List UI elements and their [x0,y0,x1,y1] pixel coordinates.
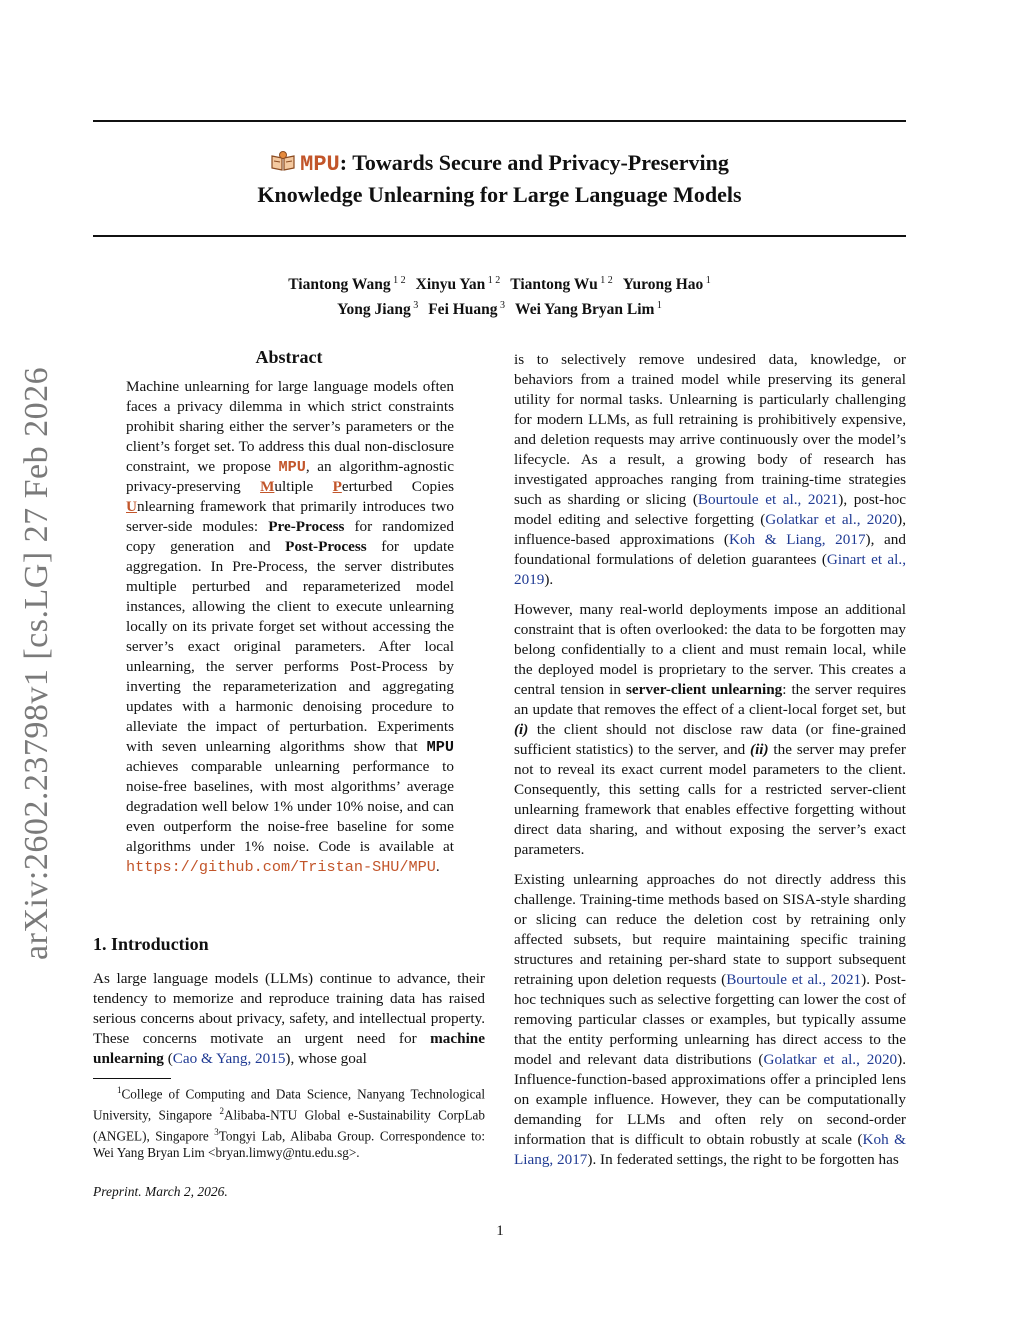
footnote-rule [93,1078,171,1079]
preprint-date: Preprint. March 2, 2026. [93,1184,228,1199]
author-name: Wei Yang Bryan Lim $^1$ [515,300,662,319]
author-name: Fei Huang $^3$ [428,300,506,319]
bottom-title-rule [93,235,906,237]
citation-link[interactable]: Cao & Yang, 2015 [172,1050,286,1067]
author-affiliation: 1 [654,300,662,312]
page-number: 1 [496,1223,504,1239]
author-affiliation: 3 [497,300,506,312]
intro-body: As large language models (LLMs) continue to advance, their tendency to memorize and reproduce training data has raised serious concerns about privacy, safety, and intellectual property. These concerns motivate an urgent need for machine unlearning (Cao & Yang, 2015), whose goal [93,970,485,1067]
paragraph: Existing unlearning approaches do not directly address this challenge. Training-time methods based on SISA-style sharding or slicing can reduce the deletion cost by retraining only affected subsets, but require maintaining specific training structures and retaining per-shard state to support subsequent retraining upon deletion requests (Bourtoule et al., 2021). Post-hoc techniques such as selective forgetting can lower the cost of removing particular classes or examples, but typically assume that the entity performing unlearning has direct access to the model and relevant data distributions (Golatkar et al., 2020). Influence-function-based approximations offer a principled lens on example influence. However, they can be computationally demanding for LLMs and often rely on second-order information that is difficult to obtain robustly at scale (Koh & Liang, 2017). In federated settings, the right to be forgotten has [514,871,906,1168]
top-rule [93,120,906,122]
author-affiliation: 1 2 [390,275,406,286]
paragraph: is to selectively remove undesired data, knowledge, or behaviors from a trained model while preserving its general utility for normal tasks. Unlearning is particularly challenging for modern LLMs, as full retraining is prohibitively expensive, and deletion requests may arrive continuously over the model’s lifecycle. As a result, a growing body of research has investigated approaches ranging from training-time strategies such as sharding or slicing (Bourtoule et al., 2021), post-hoc model editing and selective forgetting (Golatkar et al., 2020), influence-based approximations (Koh & Liang, 2017), and foundational formulations of deletion guarantees (Ginart et al., 2019). [514,351,907,588]
paper-title [93,148,906,210]
author-affiliation: 1 2 [597,275,613,286]
citation-link[interactable]: Koh & Liang, 2017 [514,1131,906,1168]
paragraph: However, many real-world deployments impose an additional constraint that is often overlooked: the data to be forgotten may belong confidentially to a client and must remain local, while the deployed model is proprietary to the server. This creates a central tension in server-client unlearning: the server requires an update that removes the effect of a client-local forget set, but (i) the client should not disclose raw data (or fine-grained sufficient statistics) to the server, and (ii) the server may prefer not to reveal its exact current model parameters to the client. Consequently, this setting calls for a restricted server-client unlearning framework that enables effective forgetting without direct data sharing, and without exposing the server’s exact parameters. [514,601,906,858]
citation-link[interactable]: Bourtoule et al., 2021 [697,491,839,508]
author-name: Xinyu Yan $^{1 2}$ [415,275,501,294]
right-column [514,350,906,1180]
author-name: Tiantong Wu $^{1 2}$ [510,275,613,294]
affiliation-footnote: $^1$College of Computing and Data Science, Nanyang Technological University, Singapore $^2$Alibaba-NTU Global e-Sustainability CorpLab (ANGEL), Singapore $^3$Tongyi Lab, Alibaba Group. Correspondence to: Wei Yang Bryan Lim <bryan.limwy@ntu.edu.sg>. [93,1085,486,1160]
arxiv-stamp: arXiv:2602.23798v1 [cs.LG] 27 Feb 2026 [18,366,55,960]
citation-link[interactable]: Koh & Liang, 2017 [729,531,866,548]
title-line2: Knowledge Unlearning for Large Language Models [257,182,742,207]
intro-heading: 1. Introduction [93,934,209,954]
author-name: Yurong Hao $^1$ [622,275,711,294]
author-name: Yong Jiang $^3$ [337,300,419,319]
citation-link[interactable]: Ginart et al., 2019 [514,551,906,588]
abstract-body: Machine unlearning for large language models often faces a privacy dilemma in which strict constraints prohibit sharing either the server’s parameters or the client’s forget set. To address this dual non-disclosure constraint, we propose MPU, an algorithm-agnostic privacy-preserving Multiple Perturbed Copies Unlearning framework that primarily introduces two server-side modules: Pre-Process for randomized copy generation and Post-Process for update aggregation. In Pre-Process, the server distributes multiple perturbed and reparameterized model instances, allowing the client to execute unlearning locally on its private forget set without accessing the server’s exact original parameters. After local unlearning, the server performs Post-Process by inverting the reparameterization and aggregating updates with a harmonic denoising procedure to alleviate the impact of perturbation. Experiments with seven unlearning algorithms show that MPU achieves comparable unlearning performance to noise-free baselines, with most algorithms’ average degradation well below 1% under 10% noise, and can even outperform the noise-free baseline for some algorithms under 1% noise. Code is available at https://github.com/Tristan-SHU/MPU. [126,378,454,876]
author-name: Tiantong Wang $^{1 2}$ [288,275,406,294]
citation-link[interactable]: Golatkar et al., 2020 [765,511,898,528]
citation-link[interactable]: Bourtoule et al., 2021 [726,971,862,988]
abstract-heading: Abstract [255,347,323,367]
book-icon [270,150,296,172]
citation-link[interactable]: Golatkar et al., 2020 [763,1051,898,1068]
author-affiliation: 1 [703,275,711,286]
title-line1: : Towards Secure and Privacy-Preserving [339,150,729,175]
title-mpu: MPU [300,152,340,177]
author-list [93,270,906,320]
author-affiliation: 3 [410,300,419,312]
author-affiliation: 1 2 [485,275,501,286]
code-link[interactable]: https://github.com/Tristan-SHU/MPU [126,858,436,876]
